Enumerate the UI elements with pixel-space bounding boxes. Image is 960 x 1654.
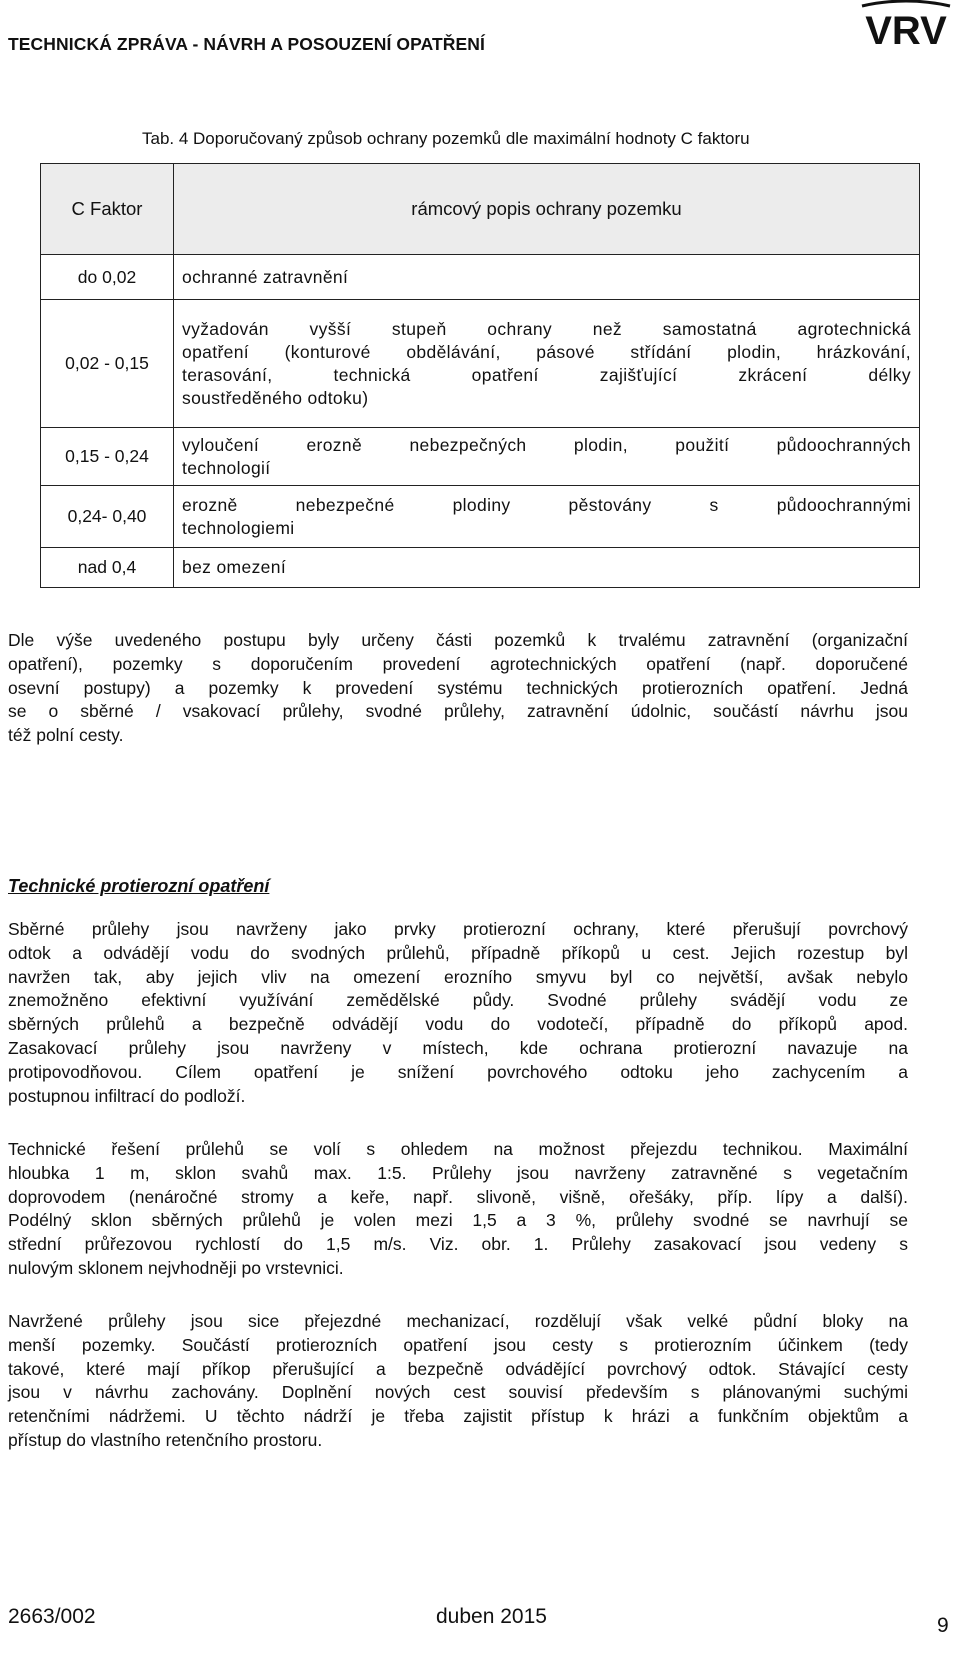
description-cell: erozně nebezpečné plodiny pěstovány s půdoochrannými technologiemi xyxy=(174,486,920,548)
paragraph-summary: Dle výše uvedeného postupu byly určeny části pozemků k trvalému zatravnění (organizační opatření), pozemky s doporučením provedení agrotechnických opatření (např. doporučené osevní postupy) a pozemky k provedení systému technických protierozních opatření. Jedná se o sběrné / vsakovací průlehy, svodné průlehy, zatravnění údolnic, součástí návrhu jsou též polní cesty. xyxy=(8,630,908,746)
c-factor-cell: 0,24- 0,40 xyxy=(41,486,174,548)
description-cell: vyžadován vyšší stupeň ochrany než samostatná agrotechnická opatření (konturové obdělávání, pásové střídání plodin, hrázkování, terasování, technická opatření zajišťující zkrácení délky soustředěného odtoku) xyxy=(174,300,920,428)
section-heading: Technické protierozní opatření xyxy=(8,876,270,896)
c-factor-table xyxy=(40,163,920,588)
c-factor-cell: nad 0,4 xyxy=(41,548,174,588)
header-title: TECHNICKÁ ZPRÁVA - NÁVRH A POSOUZENÍ OPATŘENÍ xyxy=(8,34,486,54)
footer-doc-number: 2663/002 xyxy=(8,1605,96,1628)
description-cell: ochranné zatravnění xyxy=(174,255,920,300)
paragraph-collecting-swales: Sběrné průlehy jsou navrženy jako prvky protierozní ochrany, které přerušují povrchový odtok a odvádějí vodu do svodných průlehů, případně příkopů u cest. Jejich rozestup byl navržen tak, aby jejich vliv na omezení erozního smyvu byl co největší, avšak nebylo znemožněno efektivní využívání zemědělské půdy. Svodné průlehy svádějí vodu ze sběrných průlehů a bezpečně odvádějí vodu do vodotečí, případně do příkopů apod. Zasakovací průlehy jsou navrženy v místech, kde ochrana protierozní navazuje na protipovodňovou. Cílem opatření je snížení povrchového odtoku jeho zachycením a postupnou infiltrací do podloží. xyxy=(8,919,908,1106)
paragraph-technical-solution: Technické řešení průlehů se volí s ohledem na možnost přejezdu technikou. Maximální hloubka 1 m, sklon svahů max. 1:5. Průlehy jsou navrženy zatravněné s vegetačním doprovodem (nenáročné stromy a keře, např. slivoně, višně, ořešáky, příp. lípy a další). Podélný sklon sběrných průlehů je volen mezi 1,5 a 3 %, průlehy svodné se navrhují se střední průřezovou rychlostí do 1,5 m/s. Viz. obr. 1. Průlehy zasakovací jsou vedeny s nulovým sklonem nejvhodněji po vrstevnici. xyxy=(8,1139,908,1278)
c-factor-cell: 0,02 - 0,15 xyxy=(41,300,174,428)
paragraph-roads: Navržené průlehy jsou sice přejezdné mechanizací, rozdělují však velké půdní bloky na menší pozemky. Součástí protierozních opatření jsou cesty s protierozním účinkem (tedy takové, které mají příkop přerušující a bezpečně odvádějící povrchový odtok. Stávající cesty jsou v návrhu zachovány. Doplnění nových cest souvisí především s plánovanými suchými retenčními nádržemi. U těchto nádrží je třeba zajistit přístup k hrázi a funkčním objektům a přístup do vlastního retenčního prostoru. xyxy=(8,1311,908,1450)
logo-text: VRV xyxy=(865,9,947,52)
footer-date: duben 2015 xyxy=(436,1605,547,1628)
table-caption: Tab. 4 Doporučovaný způsob ochrany pozemků dle maximální hodnoty C faktoru xyxy=(142,129,750,148)
page-header xyxy=(0,0,960,80)
description-cell: bez omezení xyxy=(174,548,920,588)
table-row xyxy=(41,486,920,548)
c-factor-cell: do 0,02 xyxy=(41,255,174,300)
table-row xyxy=(41,548,920,588)
table-row xyxy=(41,255,920,300)
column-header-description: rámcový popis ochrany pozemku xyxy=(174,164,920,255)
c-factor-cell: 0,15 - 0,24 xyxy=(41,428,174,486)
vrv-logo xyxy=(860,0,952,52)
table-row xyxy=(41,428,920,486)
column-header-c-factor: C Faktor xyxy=(41,164,174,255)
table-row xyxy=(41,300,920,428)
description-cell: vyloučení erozně nebezpečných plodin, použití půdoochranných technologií xyxy=(174,428,920,486)
page-number: 9 xyxy=(937,1614,949,1637)
